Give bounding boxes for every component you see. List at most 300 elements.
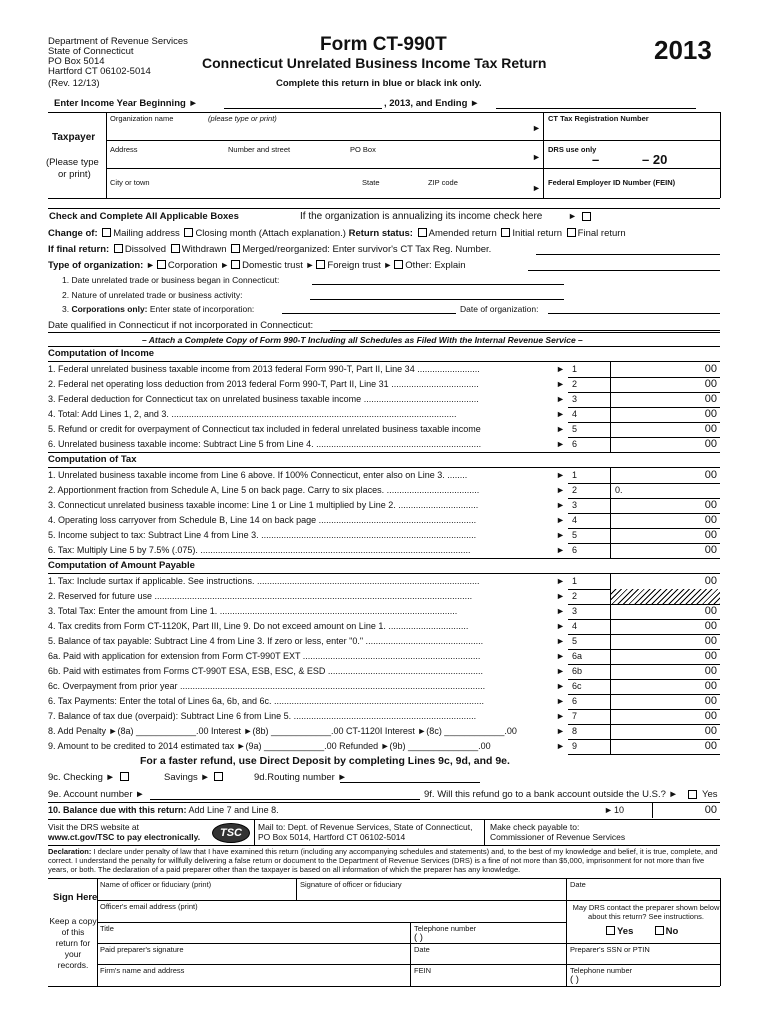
cents: 00 (704, 378, 717, 390)
dissolved-label: Dissolved (124, 244, 167, 255)
org-name-hint: (please type or print) (208, 114, 277, 123)
city-field[interactable] (110, 186, 530, 197)
make-payable (490, 822, 625, 842)
line-row (48, 392, 720, 407)
line-number: 2 (572, 379, 578, 389)
firm-label: Firm's name and address (100, 966, 185, 975)
line-row (48, 694, 720, 709)
zip-label: ZIP code (428, 178, 458, 187)
balance-due-field[interactable] (652, 803, 720, 818)
amount-field[interactable] (610, 664, 720, 679)
payable-section-title: Computation of Amount Payable (48, 560, 195, 571)
agency-line: PO Box 5014 (48, 56, 105, 67)
po-box-label: PO Box (350, 145, 376, 154)
ssn-label: Preparer's SSN or PTIN (570, 945, 650, 954)
nature-field[interactable] (310, 299, 564, 300)
line-number: 6 (572, 696, 578, 706)
line-number: 1 (572, 364, 578, 374)
date-qualified-field[interactable] (330, 330, 720, 331)
line-text: 4. Operating loss carryover from Schedule B, Line 14 on back page ............................................................... (48, 515, 477, 525)
line-row (48, 724, 720, 739)
line-number: 5 (572, 530, 578, 540)
form-subtitle: Connecticut Unrelated Business Income Tax Return (202, 55, 547, 71)
amount-field[interactable] (610, 634, 720, 649)
faster-refund-note: For a faster refund, use Direct Deposit by completing Lines 9c, 9d, and 9e. (140, 755, 510, 767)
line-row (48, 619, 720, 634)
line-number: 6c (572, 681, 582, 691)
tsc-logo-icon: TSC (212, 823, 250, 843)
line-text: 1. Federal unrelated business taxable income from 2013 federal Form 990-T, Part II, Line 34 ......................... (48, 364, 480, 374)
line-text: 6. Tax Payments: Enter the total of Lines 6a, 6b, and 6c. .................................................................................... (48, 696, 485, 706)
line-row (48, 422, 720, 437)
amount-field[interactable] (610, 483, 720, 498)
preparer-date-field[interactable] (414, 954, 562, 964)
arrow-icon: ► (556, 711, 565, 721)
state-label: State (362, 178, 380, 187)
contact-no-checkbox[interactable] (655, 926, 664, 935)
visit-line-2: www.ct.gov/TSC to pay electronically. (48, 832, 201, 842)
line-text: 2. Federal net operating loss deduction from 2013 federal Form 990-T, Part II, Line 31 ................................... (48, 379, 479, 389)
tax-year: 2013 (654, 35, 712, 65)
line-row (48, 498, 720, 513)
line-text: 5. Balance of tax payable: Subtract Line 4 from Line 3. If zero or less, enter "0." ............................................... (48, 636, 484, 646)
closing-month-checkbox[interactable] (184, 228, 193, 237)
amount-field[interactable] (610, 724, 720, 739)
account-number-field[interactable] (150, 799, 420, 800)
amended-checkbox[interactable] (418, 228, 427, 237)
agency-block (48, 37, 188, 89)
cents: 00 (704, 363, 717, 375)
annualizing-text: If the organization is annualizing its income check here (300, 211, 543, 222)
line-text: 6a. Paid with application for extension from Form CT-990T EXT ....................................................................... (48, 651, 481, 661)
corporation-checkbox[interactable] (157, 260, 166, 269)
line-number: 6 (572, 439, 578, 449)
outside-us-label: 9f. Will this refund go to a bank account outside the U.S.? ► (424, 789, 678, 800)
other-checkbox[interactable] (394, 260, 403, 269)
officer-name-field[interactable] (100, 889, 292, 899)
arrow-icon: ► (556, 621, 565, 631)
date-org-field[interactable] (548, 313, 720, 314)
tel2-label: Telephone number (570, 966, 633, 975)
amount-field[interactable] (610, 392, 720, 407)
initial-label: Initial return (512, 228, 563, 239)
arrow-icon: ► (556, 666, 565, 676)
telephone-field[interactable]: ( ) (414, 932, 423, 943)
sign-here-label: Sign Here (53, 892, 98, 903)
city-label: City or town (110, 178, 150, 187)
arrow-icon: ► (556, 576, 565, 586)
line-row (48, 513, 720, 528)
withdrawn-checkbox[interactable] (171, 244, 180, 253)
line-number: 9 (572, 741, 578, 751)
line-number: 2 (572, 591, 578, 601)
date-label: Date (570, 880, 586, 889)
line-row (48, 649, 720, 664)
domestic-trust-label: Domestic trust (242, 260, 303, 271)
agency-line: State of Connecticut (48, 46, 134, 57)
line-row (48, 437, 720, 452)
outside-us-yes: Yes (702, 789, 718, 800)
other-explain-field[interactable] (528, 270, 720, 271)
date-org-label: Date of organization: (460, 304, 539, 314)
arrow-icon: ► (556, 591, 565, 601)
fein-field[interactable] (548, 186, 716, 197)
line-row (48, 664, 720, 679)
keep-copy (48, 916, 98, 971)
drs-use-label: DRS use only (548, 145, 597, 154)
line-row (48, 709, 720, 724)
amount-field[interactable] (610, 362, 720, 377)
line-number: 4 (572, 515, 578, 525)
revision: (Rev. 12/13) (48, 78, 100, 89)
fraction-prefix: 0. (615, 485, 623, 495)
amount-field[interactable] (610, 739, 720, 754)
cents: 00 (704, 650, 717, 662)
line-row (48, 589, 720, 604)
amount-field[interactable] (610, 468, 720, 483)
or-print: or print) (58, 169, 91, 180)
title-field[interactable] (100, 933, 406, 943)
date-began-field[interactable] (312, 284, 564, 285)
line-number: 5 (572, 424, 578, 434)
keep-line: records. (57, 960, 89, 970)
amount-field[interactable] (610, 709, 720, 724)
agency-line: Hartford CT 06102-5014 (48, 66, 151, 77)
make-line-2: Commissioner of Revenue Services (490, 832, 626, 842)
contact-question (572, 903, 720, 921)
cents: 00 (704, 408, 717, 420)
cents: 00 (704, 725, 717, 737)
line-row (48, 574, 720, 589)
amount-field[interactable] (610, 619, 720, 634)
amount-field[interactable] (610, 498, 720, 513)
cents: 00 (704, 423, 717, 435)
make-line-1: Make check payable to: (490, 822, 580, 832)
declaration (48, 847, 720, 874)
line-number: 6b (572, 666, 583, 676)
domestic-trust-checkbox[interactable] (231, 260, 240, 269)
line-number: 3 (572, 500, 578, 510)
arrow-icon: ► (220, 260, 230, 270)
outside-us-checkbox[interactable] (688, 790, 697, 799)
other-label: Other: Explain (405, 260, 466, 271)
amount-field[interactable] (610, 407, 720, 422)
attach-note: – Attach a Complete Copy of Form 990-T Including all Schedules as Filed With the Internal Revenue Service – (142, 335, 583, 345)
cents: 00 (704, 665, 717, 677)
drs-dash: – (592, 152, 600, 167)
date-qualified-label: Date qualified in Connecticut if not incorporated in Connecticut: (48, 320, 314, 331)
line-text: 4. Tax credits from Form CT-1120K, Part III, Line 9. Do not exceed amount on Line 1. ................................ (48, 621, 469, 631)
question-2: 2. Nature of unrelated trade or business activity: (62, 290, 243, 300)
amount-field[interactable] (610, 422, 720, 437)
line-text: 2. Apportionment fraction from Schedule A, Line 5 on back page. Carry to six places. ..................................... (48, 485, 480, 495)
line-row (48, 604, 720, 619)
income-year-begin: Enter Income Year Beginning ► (54, 98, 198, 109)
end-date-field[interactable] (496, 108, 696, 109)
arrow-icon: ► (146, 260, 155, 270)
cents: 00 (704, 620, 717, 632)
preparer-date-label: Date (414, 945, 430, 954)
contact-no-label: No (665, 926, 679, 937)
line-text: 3. Federal deduction for Connecticut tax on unrelated business taxable income .............................................. (48, 394, 479, 404)
arrow-icon: ► (556, 545, 565, 555)
line-number: 7 (572, 711, 578, 721)
drs-year-suffix: – 20 (642, 152, 668, 167)
firm-field[interactable] (100, 975, 406, 985)
officer-name-label: Name of officer or fiduciary (print) (100, 880, 212, 889)
return-status-label: Return status: (348, 228, 413, 239)
final-checkbox[interactable] (567, 228, 576, 237)
address-field[interactable] (110, 154, 530, 167)
ct-reg-label: CT Tax Registration Number (548, 114, 649, 123)
preparer-signature-field[interactable] (100, 954, 406, 964)
if-final-label: If final return: (48, 244, 110, 255)
cents: 00 (704, 605, 717, 617)
officer-signature-field[interactable] (300, 889, 562, 899)
contact-line-2: about this return? See instructions. (588, 912, 704, 921)
officer-sig-label: Signature of officer or fiduciary (300, 880, 402, 889)
line-number: 1 (572, 470, 578, 480)
line-number: 4 (572, 621, 578, 631)
contact-yes-checkbox[interactable] (606, 926, 615, 935)
officer-date-field[interactable] (570, 889, 716, 899)
arrow-icon: ► (556, 394, 565, 404)
amount-field[interactable] (610, 543, 720, 558)
amount-field[interactable] (610, 528, 720, 543)
annualizing-checkbox[interactable] (582, 212, 591, 221)
savings-checkbox[interactable] (214, 772, 223, 781)
arrow-icon: ► (556, 696, 565, 706)
arrow-icon: ► (556, 485, 565, 495)
mail-to (258, 822, 473, 842)
cents: 00 (704, 710, 717, 722)
change-of-label: Change of: (48, 228, 98, 239)
line-number: 1 (572, 576, 578, 586)
cents: 00 (704, 393, 717, 405)
line-text: 2. Reserved for future use ............................................................................................................................... (48, 591, 473, 601)
line-text: 9. Amount to be credited to 2014 estimated tax ►(9a) ____________.00 Refunded ►(9b) ______________.00 (48, 741, 491, 751)
withdrawn-label: Withdrawn (181, 244, 227, 255)
cents: 00 (704, 544, 717, 556)
preparer-sig-label: Paid preparer's signature (100, 945, 184, 954)
state-incorp-field[interactable] (282, 313, 456, 314)
balance-due-desc: Add Line 7 and Line 8. (188, 805, 279, 815)
line-number: 2 (572, 485, 578, 495)
keep-line: return for (55, 938, 91, 948)
taxpayer-label: Taxpayer (52, 132, 96, 143)
checking-label: 9c. Checking ► (48, 772, 115, 783)
ct-reg-field[interactable] (548, 124, 716, 138)
keep-line: Keep a copy (49, 916, 97, 926)
line-text: 6. Tax: Multiply Line 5 by 7.5% (.075). ............................................................................................................ (48, 545, 471, 555)
contact-line-1: May DRS contact the preparer shown below (572, 903, 720, 912)
keep-line: your (64, 949, 82, 959)
dissolved-checkbox[interactable] (114, 244, 123, 253)
line-row (48, 407, 720, 422)
ink-instruction: Complete this return in blue or black ink only. (276, 78, 482, 89)
cents: 00 (704, 514, 717, 526)
arrow-icon: ► (556, 470, 565, 480)
final-label: Final return (577, 228, 626, 239)
arrow-icon: ► (556, 636, 565, 646)
org-name-label: Organization name (110, 114, 174, 123)
cents: 00 (704, 575, 717, 587)
survivor-reg-field[interactable] (536, 254, 720, 255)
foreign-trust-label: Foreign trust (327, 260, 381, 271)
visit-line-1: Visit the DRS website at (48, 822, 140, 832)
agency-line: Department of Revenue Services (48, 36, 188, 47)
initial-checkbox[interactable] (501, 228, 510, 237)
arrow-icon: ► (556, 424, 565, 434)
line-text: 4. Total: Add Lines 1, 2, and 3. .................................................................................................................. (48, 409, 457, 419)
arrow-icon: ► (556, 606, 565, 616)
cents: 00 (704, 740, 717, 752)
line-text: 6. Unrelated business taxable income: Subtract Line 5 from Line 4. .................................................................. (48, 439, 482, 449)
closing-month-label: Closing month (Attach explanation.) (195, 228, 346, 239)
title-label: Title (100, 924, 114, 933)
arrow-icon: ► (556, 364, 565, 374)
line-row (48, 739, 720, 754)
cents: 00 (704, 680, 717, 692)
amended-label: Amended return (428, 228, 497, 239)
cents: 00 (704, 438, 717, 450)
line-text: 5. Income subject to tax: Subtract Line 4 from Line 3. ...................................................................................... (48, 530, 477, 540)
line-number: 6a (572, 651, 583, 661)
line-row (48, 468, 720, 483)
arrow-icon: ► (556, 681, 565, 691)
cents: 00 (704, 635, 717, 647)
preparer-telephone-field[interactable]: ( ) (570, 974, 579, 985)
telephone-label: Telephone number (414, 924, 477, 933)
org-name-field[interactable] (110, 124, 530, 138)
line-row (48, 543, 720, 558)
email-label: Officer's email address (print) (100, 902, 198, 911)
cents: 00 (704, 469, 717, 481)
routing-label: 9d.Routing number ► (254, 772, 347, 783)
income-year-end: , 2013, and Ending ► (384, 98, 480, 109)
mailing-checkbox[interactable] (102, 228, 111, 237)
line-number: 4 (572, 409, 578, 419)
checking-checkbox[interactable] (120, 772, 129, 781)
arrow-icon: ► (556, 379, 565, 389)
foreign-trust-checkbox[interactable] (316, 260, 325, 269)
arrow-icon: ► (556, 741, 565, 751)
line-text: 8. Add Penalty ►(8a) ____________.00 Interest ►(8b) ____________.00 CT-1120I Interest ►(8c) ____________.00 (48, 726, 517, 736)
line-row (48, 634, 720, 649)
keep-line: of this (61, 927, 85, 937)
amount-field[interactable] (610, 604, 720, 619)
balance-due-row (48, 803, 720, 818)
email-field[interactable] (100, 911, 562, 921)
amount-field[interactable] (610, 513, 720, 528)
form-title: Form CT-990T (320, 34, 447, 55)
line-text: 7. Balance of tax due (overpaid): Subtract Line 6 from Line 5. ......................................................................... (48, 711, 477, 721)
mail-line-1: Mail to: Dept. of Revenue Services, State of Connecticut, (258, 822, 473, 832)
amount-field[interactable] (610, 649, 720, 664)
declaration-label: Declaration: (48, 847, 92, 856)
corporation-label: Corporation (167, 260, 218, 271)
contact-yes-label: Yes (617, 926, 634, 937)
arrow-icon: ► (556, 439, 565, 449)
question-1: 1. Date unrelated trade or business began in Connecticut: (62, 275, 280, 285)
address-label: Address (110, 145, 138, 154)
mail-line-2: PO Box 5014, Hartford CT 06102-5014 (258, 832, 406, 842)
arrow-icon: ► (556, 726, 565, 736)
street-label: Number and street (228, 145, 291, 154)
line-row (48, 377, 720, 392)
arrow-icon: ► (556, 515, 565, 525)
amount-field[interactable] (610, 377, 720, 392)
arrow-icon: ► (532, 152, 541, 162)
firm-fein-label: FEIN (414, 966, 432, 975)
line-text: 1. Tax: Include surtax if applicable. See instructions. ......................................................................................... (48, 576, 480, 586)
arrow-icon: ► (568, 211, 577, 221)
line-text: 3. Total Tax: Enter the amount from Line 1. ............................................................................................... (48, 606, 458, 616)
please-type: (Please type (46, 157, 99, 168)
cents: 00 (704, 529, 717, 541)
merged-label: Merged/reorganized: Enter survivor's CT Tax Reg. Number. (242, 244, 492, 255)
routing-number-field[interactable] (340, 782, 480, 783)
mailing-label: Mailing address (113, 228, 180, 239)
account-label: 9e. Account number ► (48, 789, 145, 800)
line-row (48, 679, 720, 694)
arrow-icon: ► (556, 409, 565, 419)
line-row (48, 528, 720, 543)
arrow-icon: ► (556, 530, 565, 540)
line-number: 8 (572, 726, 578, 736)
balance-due-label: 10. Balance due with this return: (48, 805, 187, 815)
line-text: 6c. Overpayment from prior year .......................................................................................................................... (48, 681, 486, 691)
amount-field[interactable] (610, 694, 720, 709)
line-number: 3 (572, 606, 578, 616)
corporations-only: Corporations only: (71, 304, 148, 314)
line-row (48, 362, 720, 377)
line-number: 10 (614, 805, 625, 815)
arrow-icon: ► (556, 500, 565, 510)
amount-field[interactable] (610, 437, 720, 452)
cents: 00 (704, 804, 717, 816)
line-text: 1. Unrelated business taxable income from Line 6 above. If 100% Connecticut, enter also on Line 3. ........ (48, 470, 468, 480)
arrow-icon: ► (383, 260, 393, 270)
savings-label: Savings ► (164, 772, 210, 783)
merged-checkbox[interactable] (231, 244, 240, 253)
arrow-icon: ► (532, 123, 541, 133)
line-number: 3 (572, 394, 578, 404)
arrow-icon: ► (556, 651, 565, 661)
amount-field[interactable] (610, 589, 720, 604)
declaration-text: I declare under penalty of law that I have examined this return (including any accompanying schedules and statements) and, to the best of my knowledge and belief, it is true, complete, and correct. I understand the penalty for willfully delivering a false return or document to the Department of Revenue Services (DRS) is a fine of not more than $5,000, imprisonment for not more than five years, or both. The declaration of a paid preparer other than the taxpayer is based on all information of which the preparer has any knowledge. (48, 847, 718, 874)
type-org-label: Type of organization: (48, 260, 144, 271)
amount-field[interactable] (610, 574, 720, 589)
begin-date-field[interactable] (224, 108, 382, 109)
income-section-title: Computation of Income (48, 348, 155, 359)
amount-field[interactable] (610, 679, 720, 694)
arrow-icon: ► (305, 260, 315, 270)
question-3-number: 3. (62, 304, 70, 314)
line-row (48, 483, 720, 498)
state-incorp-label: Enter state of incorporation: (149, 304, 255, 314)
line-text: 6b. Paid with estimates from Forms CT-990T ESA, ESB, ESC, & ESD .............................................................. (48, 666, 483, 676)
line-text: 3. Connecticut unrelated business taxable income: Line 1 or Line 1 multiplied by Line 2. ................................ (48, 500, 479, 510)
cents: 00 (704, 695, 717, 707)
ssn-field[interactable] (570, 954, 716, 964)
firm-fein-field[interactable] (414, 975, 562, 985)
arrow-icon: ► (604, 805, 613, 815)
line-number: 5 (572, 636, 578, 646)
line-text: 5. Refund or credit for overpayment of Connecticut tax included in federal unrelated business taxable income (48, 424, 481, 434)
cents: 00 (704, 499, 717, 511)
line-number: 6 (572, 545, 578, 555)
